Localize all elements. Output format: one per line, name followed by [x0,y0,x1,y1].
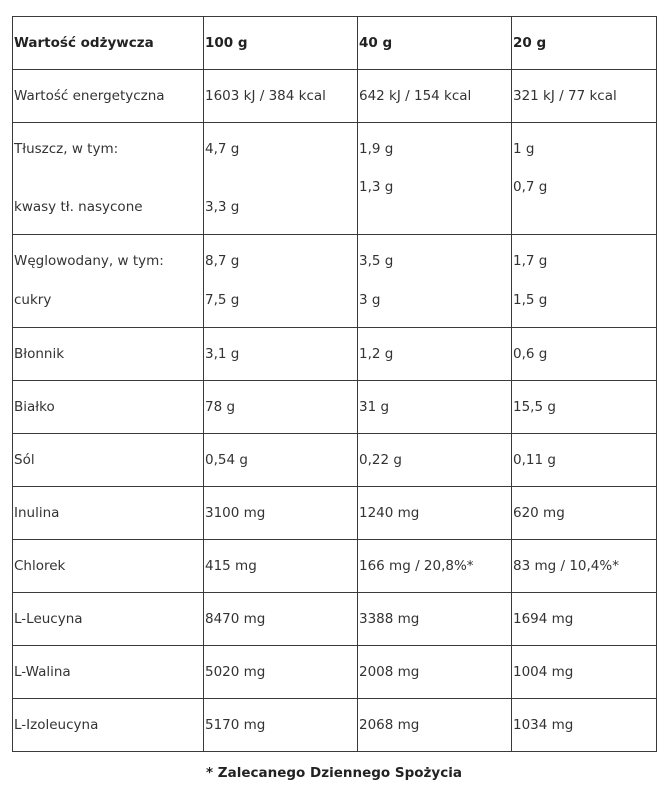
table-rows [13,328,657,752]
value-cell: 3,5 g 3 g [358,235,512,328]
value-cell: 3100 mg [204,487,358,540]
value-cell: 166 mg / 20,8%* [358,540,512,593]
value-cell: 83 mg / 10,4%* [512,540,657,593]
row-label: Białko [13,381,204,434]
row-label: Wartość energetyczna [13,70,204,123]
value-cell: 2068 mg [358,699,512,752]
value-cell: 642 kJ / 154 kcal [358,70,512,123]
value-cell: 1004 mg [512,646,657,699]
value-cell: 415 mg [204,540,358,593]
table-row [13,593,657,646]
value-cell: 1603 kJ / 384 kcal [204,70,358,123]
footnote: * Zalecanego Dziennego Spożycia [206,765,462,781]
value-cell: 321 kJ / 77 kcal [512,70,657,123]
value-cell: 5170 mg [204,699,358,752]
value-cell: 1,7 g 1,5 g [512,235,657,328]
header-cell: 20 g [512,17,657,70]
value-cell: 0,22 g [358,434,512,487]
value-cell: 15,5 g [512,381,657,434]
table-row [13,381,657,434]
value-cell: 8470 mg [204,593,358,646]
header-cell: Wartość odżywcza [13,17,204,70]
row-label: Inulina [13,487,204,540]
row-label: L-Izoleucyna [13,699,204,752]
table-row [13,328,657,381]
nutrition-table [12,16,657,752]
value-cell: 31 g [358,381,512,434]
value-cell: 3,1 g [204,328,358,381]
value-cell: 8,7 g 7,5 g [204,235,358,328]
value-cell: 620 mg [512,487,657,540]
value-cell: 2008 mg [358,646,512,699]
value-cell: 0,11 g [512,434,657,487]
value-cell: 1694 mg [512,593,657,646]
value-cell: 0,6 g [512,328,657,381]
table-row [13,646,657,699]
value-cell: 3388 mg [358,593,512,646]
header-cell: 100 g [204,17,358,70]
table-row [13,699,657,752]
value-cell: 1,9 g 1,3 g [358,123,512,235]
table-row-carbs [13,235,657,328]
row-label: L-Leucyna [13,593,204,646]
table-row-fat [13,123,657,235]
table-row [13,540,657,593]
row-label: L-Walina [13,646,204,699]
header-cell: 40 g [358,17,512,70]
table-row [13,70,657,123]
value-cell: 1,2 g [358,328,512,381]
value-cell: 0,54 g [204,434,358,487]
row-label: Tłuszcz, w tym: kwasy tł. nasycone [13,123,204,235]
table-row [13,434,657,487]
value-cell: 1034 mg [512,699,657,752]
row-label: Chlorek [13,540,204,593]
row-label: Sól [13,434,204,487]
value-cell: 1 g 0,7 g [512,123,657,235]
table-header-row [13,17,657,70]
value-cell: 4,7 g 3,3 g [204,123,358,235]
value-cell: 1240 mg [358,487,512,540]
row-label: Węglowodany, w tym: cukry [13,235,204,328]
value-cell: 78 g [204,381,358,434]
value-cell: 5020 mg [204,646,358,699]
row-label: Błonnik [13,328,204,381]
table-row [13,487,657,540]
